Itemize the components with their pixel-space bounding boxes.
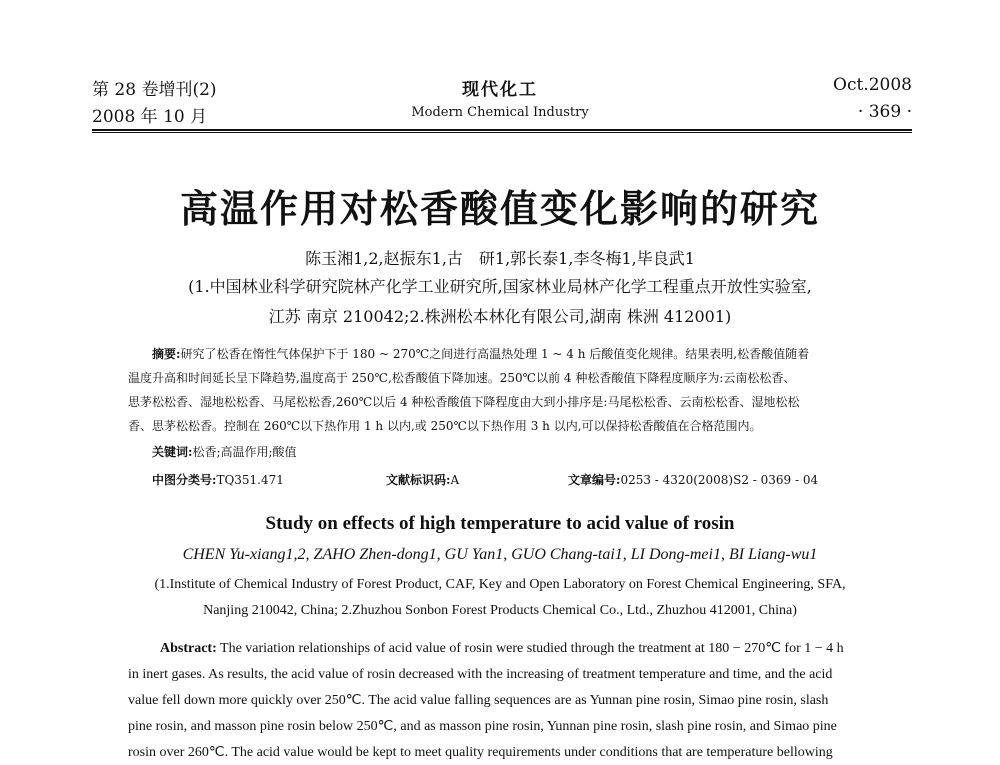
header-rule: [92, 129, 912, 131]
volume-info: 第 28 卷增刊(2): [92, 80, 217, 100]
document-code: 文献标识码:A: [386, 473, 460, 487]
abstract-en-line5: rosin over 260℃. The acid value would be kept to meet quality requirements under conditions that are temperature bellowing: [128, 745, 833, 760]
abstract-en-line4: pine rosin, and masson pine rosin below 250℃, and as masson pine rosin, Yunnan pine rosin, slash pine rosin, and Simao pine: [128, 719, 837, 734]
abstract-cn-label: 摘要:: [152, 347, 181, 361]
abstract-cn-line2: 温度升高和时间延长呈下降趋势,温度高于 250℃,松香酸值下降加速。250℃以前 4 种松香酸值下降程度顺序为:云南松松香、: [128, 371, 796, 385]
journal-name-en: Modern Chemical Industry: [411, 105, 589, 120]
abstract-en-label: Abstract:: [160, 641, 217, 656]
page-number: · 369 ·: [857, 102, 912, 122]
journal-name-cn: 现代化工: [462, 80, 538, 100]
clc-number: 中图分类号:TQ351.471: [152, 473, 284, 487]
abstract-en-line3: value fell down more quickly over 250℃. The acid value falling sequences are as Yunnan pine rosin, Simao pine rosin, slash: [128, 693, 829, 708]
affiliation-en-line1: (1.Institute of Chemical Industry of Forest Product, CAF, Key and Open Laboratory on Forest Chemical Engineering, SFA,: [154, 577, 846, 592]
abstract-cn-line4: 香、思茅松松香。控制在 260℃以下热作用 1 h 以内,或 250℃以下热作用 3 h 以内,可以保持松香酸值在合格范围内。: [128, 419, 762, 433]
abstract-cn-line1: 摘要:研究了松香在惰性气体保护下于 180 ~ 270℃之间进行高温热处理 1 ~ 4 h 后酸值变化规律。结果表明,松香酸值随着: [152, 347, 810, 361]
paper-title-en: Study on effects of high temperature to acid value of rosin: [265, 513, 735, 534]
affiliation-cn-line1: (1.中国林业科学研究院林产化学工业研究所,国家林业局林产化学工程重点开放性实验室,: [188, 277, 812, 296]
authors-en: CHEN Yu-xiang1,2, ZAHO Zhen-dong1, GU Yan1, GUO Chang-tai1, LI Dong-mei1, BI Liang-wu1: [182, 546, 818, 563]
abstract-en-line1: Abstract: The variation relationships of acid value of rosin were studied through the treatment at 180 − 270℃ for 1 − 4 h: [160, 641, 844, 656]
abstract-en-line2: in inert gases. As results, the acid value of rosin decreased with the increasing of treatment temperature and time, and the acid: [128, 667, 833, 682]
article-number: 文章编号:0253 - 4320(2008)S2 - 0369 - 04: [568, 473, 819, 487]
issue-date-cn: 2008 年 10 月: [92, 107, 208, 127]
abstract-cn-line3: 思茅松松香、湿地松松香、马尾松松香,260℃以后 4 种松香酸值下降程度由大到小排序是:马尾松松香、云南松松香、湿地松松: [128, 395, 800, 409]
keywords-cn: 关键词:松香;高温作用;酸值: [152, 445, 297, 459]
affiliation-cn-line2: 江苏 南京 210042;2.株洲松本林化有限公司,湖南 株洲 412001): [268, 307, 732, 326]
paper-title-cn: 高温作用对松香酸值变化影响的研究: [179, 187, 820, 231]
header-rule-thin: [92, 132, 912, 133]
issue-date-en: Oct.2008: [833, 75, 912, 95]
affiliation-en-line2: Nanjing 210042, China; 2.Zhuzhou Sonbon Forest Products Chemical Co., Ltd., Zhuzhou 412001, China): [203, 603, 797, 618]
authors-cn: 陈玉湘1,2,赵振东1,古 研1,郭长泰1,李冬梅1,毕良武1: [305, 249, 695, 268]
